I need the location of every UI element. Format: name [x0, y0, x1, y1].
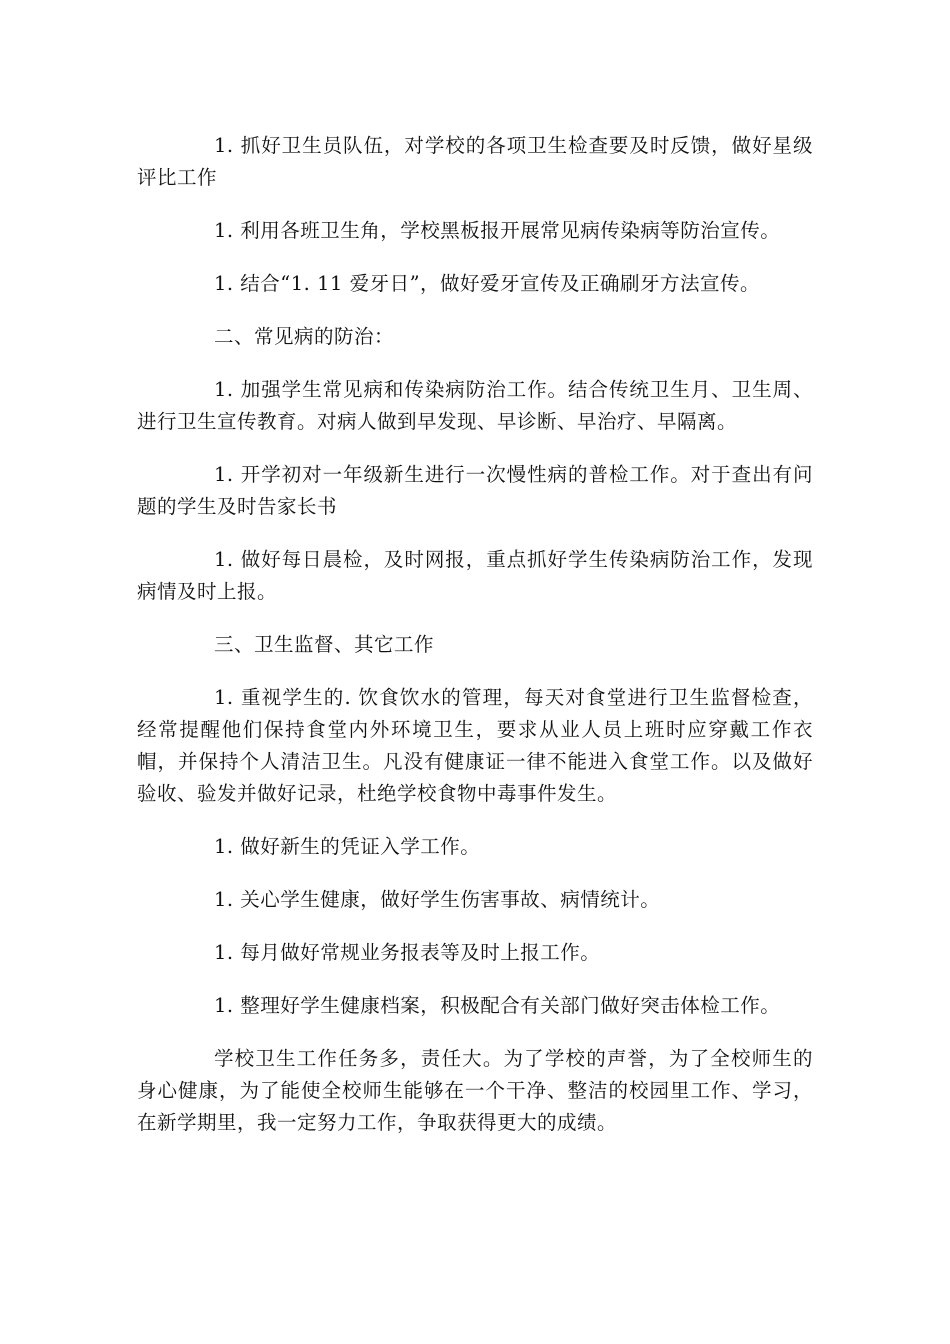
paragraph-10: 1. 做好新生的凭证入学工作。 — [214, 835, 481, 858]
paragraph-3: 1. 结合“1. 11 爱牙日”，做好爱牙宣传及正确刷牙方法宣传。 — [214, 272, 761, 295]
paragraph-6: 1. 开学初对一年级新生进行一次慢性病的普检工作。对于查出有问题的学生及时告家长书 — [137, 463, 813, 518]
document-body — [137, 130, 813, 1160]
paragraph-7: 1. 做好每日晨检，及时网报，重点抓好学生传染病防治工作，发现病情及时上报。 — [137, 548, 813, 603]
paragraph-12: 1. 每月做好常规业务报表等及时上报工作。 — [214, 941, 601, 964]
paragraph-5: 1. 加强学生常见病和传染病防治工作。结合传统卫生月、卫生周、进行卫生宣传教育。对病人做到早发现、早诊断、早治疗、早隔离。 — [137, 378, 813, 433]
paragraph-9: 1. 重视学生的. 饮食饮水的管理，每天对食堂进行卫生监督检查，经常提醒他们保持食堂内外环境卫生，要求从业人员上班时应穿戴工作衣帽，并保持个人清洁卫生。凡没有健康证一律不能进入食堂工作。以及做好验收、验发并做好记录，杜绝学校食物中毒事件发生。 — [137, 686, 813, 805]
section-heading-3: 三、卫生监督、其它工作 — [214, 633, 435, 656]
paragraph-1: 1. 抓好卫生员队伍，对学校的各项卫生检查要及时反馈，做好星级评比工作 — [137, 134, 813, 189]
paragraph-2: 1. 利用各班卫生角，学校黑板报开展常见病传染病等防治宣传。 — [214, 219, 781, 242]
paragraph-11: 1. 关心学生健康，做好学生伤害事故、病情统计。 — [214, 888, 661, 911]
paragraph-13: 1. 整理好学生健康档案，积极配合有关部门做好突击体检工作。 — [214, 994, 781, 1017]
section-heading-2: 二、常见病的防治： — [214, 325, 395, 348]
closing-paragraph: 学校卫生工作任务多，责任大。为了学校的声誉，为了全校师生的身心健康，为了能使全校师生能够在一个干净、整洁的校园里工作、学习，在新学期里，我一定努力工作，争取获得更大的成绩。 — [137, 1047, 813, 1134]
